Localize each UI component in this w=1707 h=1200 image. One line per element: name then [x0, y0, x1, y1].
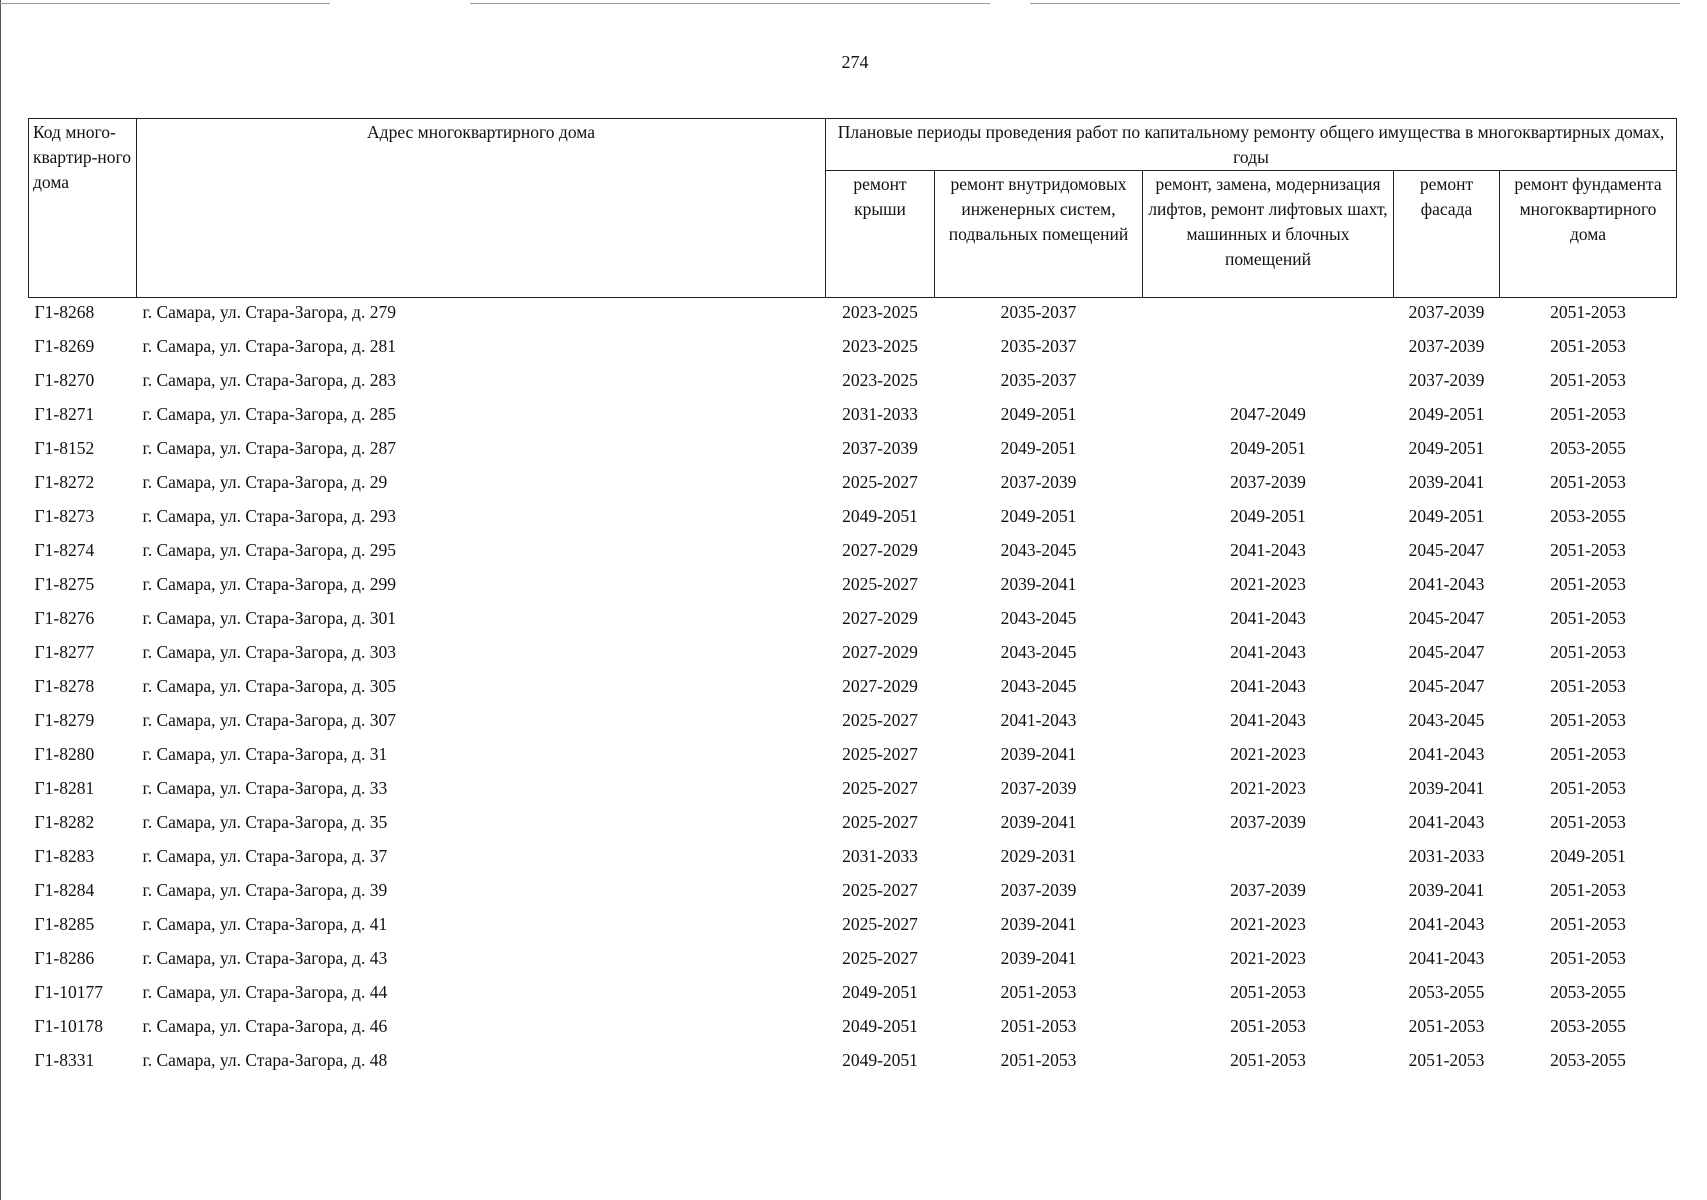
cell-engineering: 2039-2041 [1000, 948, 1077, 968]
cell-elevators: 2021-2023 [1230, 574, 1306, 594]
cell-roof: 2025-2027 [842, 710, 918, 730]
cell-address: г. Самара, ул. Стара-Загора, д. 305 [142, 676, 396, 696]
cell-facade: 2045-2047 [1408, 608, 1485, 628]
table-row [29, 675, 1677, 709]
table-row [29, 298, 1677, 336]
cell-elevators: 2021-2023 [1230, 948, 1306, 968]
cell-address: г. Самара, ул. Стара-Загора, д. 287 [142, 438, 396, 458]
table-row [29, 1049, 1677, 1083]
cell-roof: 2025-2027 [842, 574, 918, 594]
header-foundation: ремонт фундамента многоквартирного дома [1500, 171, 1677, 298]
cell-facade: 2041-2043 [1408, 744, 1485, 764]
cell-code: Г1-8269 [34, 336, 95, 356]
cell-roof: 2025-2027 [842, 778, 918, 798]
cell-foundation: 2051-2053 [1550, 744, 1626, 764]
table-body [29, 298, 1677, 1084]
cell-foundation: 2051-2053 [1550, 948, 1626, 968]
table-row [29, 947, 1677, 981]
cell-elevators: 2021-2023 [1230, 778, 1306, 798]
table-row [29, 539, 1677, 573]
cell-foundation: 2051-2053 [1550, 710, 1626, 730]
cell-foundation: 2051-2053 [1550, 574, 1626, 594]
cell-elevators [1143, 298, 1394, 336]
cell-code: Г1-8331 [34, 1050, 95, 1070]
cell-roof: 2027-2029 [842, 642, 918, 662]
cell-engineering: 2035-2037 [1000, 370, 1077, 390]
cell-facade: 2041-2043 [1408, 948, 1485, 968]
cell-address: г. Самара, ул. Стара-Загора, д. 33 [142, 778, 388, 798]
table-row [29, 471, 1677, 505]
cell-engineering: 2037-2039 [1000, 472, 1077, 492]
cell-foundation: 2053-2055 [1550, 1050, 1626, 1070]
cell-facade: 2041-2043 [1408, 574, 1485, 594]
cell-code: Г1-8281 [34, 778, 95, 798]
cell-foundation: 2051-2053 [1550, 642, 1626, 662]
cell-engineering: 2049-2051 [1000, 438, 1077, 458]
cell-facade: 2045-2047 [1408, 540, 1485, 560]
cell-roof: 2025-2027 [842, 472, 918, 492]
cell-foundation: 2053-2055 [1550, 1016, 1626, 1036]
cell-address: г. Самара, ул. Стара-Загора, д. 279 [142, 302, 396, 322]
cell-engineering: 2043-2045 [1000, 540, 1077, 560]
cell-facade: 2037-2039 [1408, 302, 1485, 322]
cell-foundation: 2051-2053 [1550, 540, 1626, 560]
cell-engineering: 2043-2045 [1000, 642, 1077, 662]
cell-roof: 2027-2029 [842, 540, 918, 560]
cell-foundation: 2053-2055 [1550, 982, 1626, 1002]
cell-facade: 2039-2041 [1408, 778, 1485, 798]
header-address: Адрес многоквартирного дома [137, 119, 826, 298]
cell-facade: 2053-2055 [1408, 982, 1485, 1002]
cell-engineering: 2039-2041 [1000, 914, 1077, 934]
table-row [29, 743, 1677, 777]
cell-code: Г1-8286 [34, 948, 95, 968]
cell-facade: 2049-2051 [1408, 404, 1485, 424]
cell-foundation: 2051-2053 [1550, 336, 1626, 356]
cell-engineering: 2039-2041 [1000, 812, 1077, 832]
cell-roof: 2049-2051 [842, 982, 918, 1002]
table-row [29, 437, 1677, 471]
cell-foundation: 2051-2053 [1550, 404, 1626, 424]
cell-address: г. Самара, ул. Стара-Загора, д. 281 [142, 336, 396, 356]
cell-foundation: 2051-2053 [1550, 914, 1626, 934]
table-row [29, 709, 1677, 743]
table-row [29, 505, 1677, 539]
cell-engineering: 2051-2053 [1000, 1050, 1077, 1070]
cell-code: Г1-8273 [34, 506, 95, 526]
cell-address: г. Самара, ул. Стара-Загора, д. 295 [142, 540, 396, 560]
cell-engineering: 2043-2045 [1000, 676, 1077, 696]
cell-elevators [1143, 369, 1394, 403]
table-row [29, 369, 1677, 403]
cell-facade: 2051-2053 [1408, 1050, 1485, 1070]
header-facade: ремонт фасада [1394, 171, 1500, 298]
cell-elevators: 2049-2051 [1230, 506, 1306, 526]
cell-elevators: 2041-2043 [1230, 710, 1306, 730]
cell-elevators: 2051-2053 [1230, 982, 1306, 1002]
cell-roof: 2037-2039 [842, 438, 918, 458]
cell-address: г. Самара, ул. Стара-Загора, д. 37 [142, 846, 388, 866]
cell-facade: 2041-2043 [1408, 914, 1485, 934]
cell-elevators: 2021-2023 [1230, 914, 1306, 934]
cell-engineering: 2041-2043 [1000, 710, 1077, 730]
cell-code: Г1-10177 [34, 982, 103, 1002]
cell-roof: 2023-2025 [842, 336, 918, 356]
page-edge [0, 0, 1, 1200]
cell-engineering: 2037-2039 [1000, 778, 1077, 798]
cell-roof: 2025-2027 [842, 744, 918, 764]
cell-foundation: 2051-2053 [1550, 608, 1626, 628]
table-header [29, 119, 1677, 298]
cell-code: Г1-8283 [34, 846, 95, 866]
cell-code: Г1-8277 [34, 642, 95, 662]
table-row [29, 811, 1677, 845]
cell-facade: 2037-2039 [1408, 370, 1485, 390]
cell-code: Г1-8284 [34, 880, 95, 900]
cell-engineering: 2037-2039 [1000, 880, 1077, 900]
cell-facade: 2041-2043 [1408, 812, 1485, 832]
cell-elevators [1143, 845, 1394, 879]
cell-elevators: 2041-2043 [1230, 676, 1306, 696]
cell-roof: 2023-2025 [842, 302, 918, 322]
cell-facade: 2045-2047 [1408, 642, 1485, 662]
cell-code: Г1-8285 [34, 914, 95, 934]
cell-code: Г1-8272 [34, 472, 95, 492]
cell-engineering: 2051-2053 [1000, 982, 1077, 1002]
cell-code: Г1-8282 [34, 812, 95, 832]
cell-roof: 2031-2033 [842, 846, 918, 866]
table-row [29, 403, 1677, 437]
top-rule-middle [470, 3, 990, 4]
table-row [29, 981, 1677, 1015]
cell-elevators: 2037-2039 [1230, 472, 1306, 492]
cell-facade: 2039-2041 [1408, 472, 1485, 492]
cell-elevators: 2041-2043 [1230, 608, 1306, 628]
capital-repair-table [28, 118, 1677, 1083]
cell-foundation: 2049-2051 [1550, 846, 1626, 866]
cell-code: Г1-8271 [34, 404, 95, 424]
cell-foundation: 2051-2053 [1550, 778, 1626, 798]
cell-engineering: 2029-2031 [1000, 846, 1077, 866]
cell-engineering: 2039-2041 [1000, 744, 1077, 764]
cell-engineering: 2035-2037 [1000, 336, 1077, 356]
table-row [29, 1015, 1677, 1049]
cell-code: Г1-8270 [34, 370, 95, 390]
cell-address: г. Самара, ул. Стара-Загора, д. 43 [142, 948, 388, 968]
table-row [29, 573, 1677, 607]
cell-address: г. Самара, ул. Стара-Загора, д. 46 [142, 1016, 388, 1036]
header-elevators: ремонт, замена, модернизация лифтов, ремонт лифтовых шахт, машинных и блочных помещений [1143, 171, 1394, 298]
header-code: Код много-квартир-ного дома [29, 119, 137, 298]
cell-address: г. Самара, ул. Стара-Загора, д. 41 [142, 914, 388, 934]
cell-address: г. Самара, ул. Стара-Загора, д. 285 [142, 404, 396, 424]
cell-elevators: 2047-2049 [1230, 404, 1306, 424]
cell-code: Г1-8280 [34, 744, 95, 764]
cell-elevators: 2041-2043 [1230, 540, 1306, 560]
cell-facade: 2049-2051 [1408, 506, 1485, 526]
cell-foundation: 2051-2053 [1550, 880, 1626, 900]
cell-address: г. Самара, ул. Стара-Загора, д. 35 [142, 812, 388, 832]
cell-facade: 2031-2033 [1408, 846, 1485, 866]
cell-elevators: 2051-2053 [1230, 1016, 1306, 1036]
cell-roof: 2025-2027 [842, 880, 918, 900]
cell-elevators: 2037-2039 [1230, 880, 1306, 900]
table-row [29, 845, 1677, 879]
cell-code: Г1-8279 [34, 710, 95, 730]
cell-address: г. Самара, ул. Стара-Загора, д. 39 [142, 880, 388, 900]
cell-code: Г1-8276 [34, 608, 95, 628]
cell-roof: 2027-2029 [842, 608, 918, 628]
cell-engineering: 2039-2041 [1000, 574, 1077, 594]
cell-elevators: 2049-2051 [1230, 438, 1306, 458]
cell-facade: 2051-2053 [1408, 1016, 1485, 1036]
table-row [29, 913, 1677, 947]
cell-address: г. Самара, ул. Стара-Загора, д. 31 [142, 744, 388, 764]
table-row [29, 879, 1677, 913]
header-engineering: ремонт внутридомовых инженерных систем, подвальных помещений [935, 171, 1143, 298]
cell-roof: 2025-2027 [842, 914, 918, 934]
table-row [29, 335, 1677, 369]
header-roof: ремонт крыши [826, 171, 935, 298]
cell-code: Г1-8275 [34, 574, 95, 594]
cell-address: г. Самара, ул. Стара-Загора, д. 283 [142, 370, 396, 390]
cell-foundation: 2051-2053 [1550, 302, 1626, 322]
cell-facade: 2049-2051 [1408, 438, 1485, 458]
cell-engineering: 2043-2045 [1000, 608, 1077, 628]
cell-address: г. Самара, ул. Стара-Загора, д. 44 [142, 982, 388, 1002]
cell-code: Г1-8274 [34, 540, 95, 560]
top-rule-left [0, 3, 330, 4]
cell-address: г. Самара, ул. Стара-Загора, д. 293 [142, 506, 396, 526]
cell-foundation: 2051-2053 [1550, 370, 1626, 390]
cell-foundation: 2053-2055 [1550, 438, 1626, 458]
cell-address: г. Самара, ул. Стара-Загора, д. 48 [142, 1050, 388, 1070]
cell-roof: 2025-2027 [842, 812, 918, 832]
cell-code: Г1-8152 [34, 438, 95, 458]
cell-roof: 2025-2027 [842, 948, 918, 968]
cell-address: г. Самара, ул. Стара-Загора, д. 307 [142, 710, 396, 730]
cell-roof: 2027-2029 [842, 676, 918, 696]
cell-code: Г1-8268 [34, 302, 95, 322]
cell-roof: 2049-2051 [842, 1050, 918, 1070]
cell-foundation: 2053-2055 [1550, 506, 1626, 526]
cell-engineering: 2049-2051 [1000, 404, 1077, 424]
cell-facade: 2043-2045 [1408, 710, 1485, 730]
cell-code: Г1-8278 [34, 676, 95, 696]
cell-foundation: 2051-2053 [1550, 812, 1626, 832]
page-number: 274 [841, 52, 869, 72]
table-row [29, 777, 1677, 811]
cell-elevators: 2037-2039 [1230, 812, 1306, 832]
cell-facade: 2045-2047 [1408, 676, 1485, 696]
cell-elevators: 2041-2043 [1230, 642, 1306, 662]
cell-address: г. Самара, ул. Стара-Загора, д. 303 [142, 642, 396, 662]
cell-facade: 2039-2041 [1408, 880, 1485, 900]
cell-roof: 2031-2033 [842, 404, 918, 424]
cell-facade: 2037-2039 [1408, 336, 1485, 356]
cell-roof: 2023-2025 [842, 370, 918, 390]
cell-elevators: 2021-2023 [1230, 744, 1306, 764]
cell-roof: 2049-2051 [842, 1016, 918, 1036]
table-row [29, 641, 1677, 675]
top-rule-right [1030, 3, 1680, 4]
header-periods: Плановые периоды проведения работ по капитальному ремонту общего имущества в многоквартирных домах, годы [826, 119, 1677, 171]
cell-address: г. Самара, ул. Стара-Загора, д. 299 [142, 574, 396, 594]
cell-code: Г1-10178 [34, 1016, 103, 1036]
cell-engineering: 2035-2037 [1000, 302, 1077, 322]
cell-roof: 2049-2051 [842, 506, 918, 526]
table-row [29, 607, 1677, 641]
cell-foundation: 2051-2053 [1550, 472, 1626, 492]
cell-engineering: 2051-2053 [1000, 1016, 1077, 1036]
cell-address: г. Самара, ул. Стара-Загора, д. 301 [142, 608, 396, 628]
cell-address: г. Самара, ул. Стара-Загора, д. 29 [142, 472, 388, 492]
cell-foundation: 2051-2053 [1550, 676, 1626, 696]
cell-engineering: 2049-2051 [1000, 506, 1077, 526]
cell-elevators: 2051-2053 [1230, 1050, 1306, 1070]
cell-elevators [1143, 335, 1394, 369]
